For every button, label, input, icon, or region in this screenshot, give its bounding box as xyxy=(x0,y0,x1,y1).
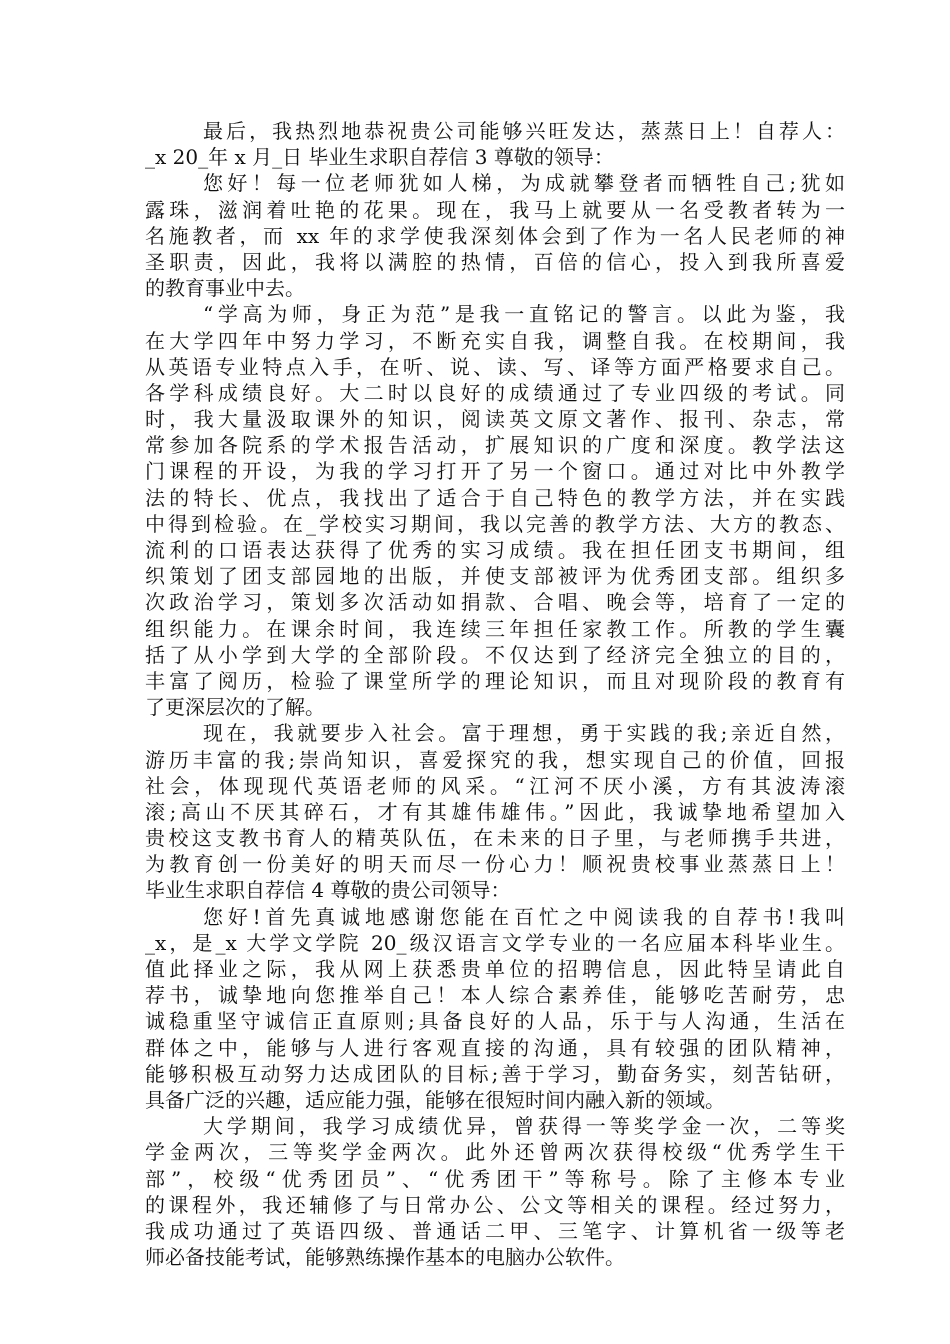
text-line: 荐书，诚挚地向您推举自己！本人综合素养佳，能够吃苦耐劳，忠 xyxy=(145,983,845,1008)
text-line: 我成功通过了英语四级、普通话二甲、三笔字、计算机省一级等老 xyxy=(145,1218,845,1243)
text-line: 师必备技能考试，能够熟练操作基本的电脑办公软件。 xyxy=(145,1245,625,1270)
text-line: 社会，体现现代英语老师的风采。“江河不厌小溪，方有其波涛滚 xyxy=(145,773,845,798)
text-line: 圣职责，因此，我将以满腔的热情，百倍的信心，投入到我所喜爱 xyxy=(145,249,845,274)
text-line: 现在，我就要步入社会。富于理想，勇于实践的我;亲近自然， xyxy=(203,721,845,746)
text-line: 露珠，滋润着吐艳的花果。现在，我马上就要从一名受教者转为一 xyxy=(145,197,845,222)
text-line: 滚;高山不厌其碎石，才有其雄伟雄伟。”因此，我诚挚地希望加入 xyxy=(145,799,845,824)
text-line: 各学科成绩良好。大二时以良好的成绩通过了专业四级的考试。同 xyxy=(145,380,845,405)
text-line: 游历丰富的我;崇尚知识，喜爱探究的我，想实现自己的价值，回报 xyxy=(145,747,845,772)
text-line: 了更深层次的了解。 xyxy=(145,695,325,720)
text-line: 在大学四年中努力学习，不断充实自我，调整自我。在校期间，我 xyxy=(145,328,845,353)
text-line: 丰富了阅历，检验了课堂所学的理论知识，而且对现阶段的教育有 xyxy=(145,668,845,693)
text-line: 诚稳重坚守诚信正直原则;具备良好的人品，乐于与人沟通，生活在 xyxy=(145,1009,845,1034)
text-line: 名施教者，而 xx 年的求学使我深刻体会到了作为一名人民老师的神 xyxy=(145,223,845,248)
text-line: 贵校这支教书育人的精英队伍，在未来的日子里，与老师携手共进， xyxy=(145,826,845,851)
text-line: 毕业生求职自荐信 4 尊敬的贵公司领导： xyxy=(145,878,511,903)
text-line: 值此择业之际，我从网上获悉贵单位的招聘信息，因此特呈请此自 xyxy=(145,957,845,981)
text-line: 从英语专业特点入手，在听、说、读、写、译等方面严格要求自己。 xyxy=(145,354,845,379)
text-line: 组织能力。在课余时间，我连续三年担任家教工作。所教的学生囊 xyxy=(145,616,845,641)
text-line: 最后，我热烈地恭祝贵公司能够兴旺发达，蒸蒸日上！自荐人： xyxy=(203,119,845,143)
text-line: 括了从小学到大学的全部阶段。不仅达到了经济完全独立的目的， xyxy=(145,642,845,667)
text-line: 中得到检验。在_学校实习期间，我以完善的教学方法、大方的教态、 xyxy=(145,511,845,536)
text-line: 常参加各院系的学术报告活动，扩展知识的广度和深度。教学法这 xyxy=(145,433,845,458)
text-line: 的教育事业中去。 xyxy=(145,276,305,301)
text-line: 流利的口语表达获得了优秀的实习成绩。我在担任团支书期间，组 xyxy=(145,538,845,562)
text-line: 您好!首先真诚地感谢您能在百忙之中阅读我的自荐书!我叫 xyxy=(203,904,845,929)
text-line: 门课程的开设，为我的学习打开了另一个窗口。通过对比中外教学 xyxy=(145,459,845,484)
text-line: 能够积极互动努力达成团队的目标;善于学习，勤奋务实，刻苦钻研， xyxy=(145,1061,845,1086)
text-line: _x，是_x 大学文学院 20_级汉语言文学专业的一名应届本科毕业生。 xyxy=(145,930,845,955)
text-line: 织策划了团支部园地的出版，并使支部被评为优秀团支部。组织多 xyxy=(145,564,845,589)
text-line: 的课程外，我还辅修了与日常办公、公文等相关的课程。经过努力， xyxy=(145,1192,845,1217)
text-line: 您好！每一位老师犹如人梯，为成就攀登者而牺牲自己;犹如 xyxy=(203,171,845,196)
text-line: 学金两次，三等奖学金两次。此外还曾两次获得校级“优秀学生干 xyxy=(145,1140,845,1165)
text-line: 法的特长、优点，我找出了适合于自己特色的教学方法，并在实践 xyxy=(145,485,845,510)
document-page xyxy=(145,118,845,1270)
text-line: _x 20_年 x 月_日 毕业生求职自荐信 3 尊敬的领导： xyxy=(145,145,614,170)
text-line: 具备广泛的兴趣，适应能力强，能够在很短时间内融入新的领域。 xyxy=(145,1087,725,1112)
text-line: “学高为师，身正为范”是我一直铭记的警言。以此为鉴，我 xyxy=(203,302,845,327)
text-line: 部”，校级“优秀团员”、“优秀团干”等称号。除了主修本专业 xyxy=(145,1166,845,1191)
text-line: 大学期间，我学习成绩优异，曾获得一等奖学金一次，二等奖 xyxy=(203,1114,845,1139)
text-line: 时，我大量汲取课外的知识，阅读英文原文著作、报刊、杂志，常 xyxy=(145,407,845,432)
text-line: 次政治学习，策划多次活动如捐款、合唱、晚会等，培育了一定的 xyxy=(145,590,845,615)
text-line: 为教育创一份美好的明天而尽一份心力！顺祝贵校事业蒸蒸日上！ xyxy=(145,852,845,877)
text-line: 群体之中，能够与人进行客观直接的沟通，具有较强的团队精神， xyxy=(145,1035,845,1060)
